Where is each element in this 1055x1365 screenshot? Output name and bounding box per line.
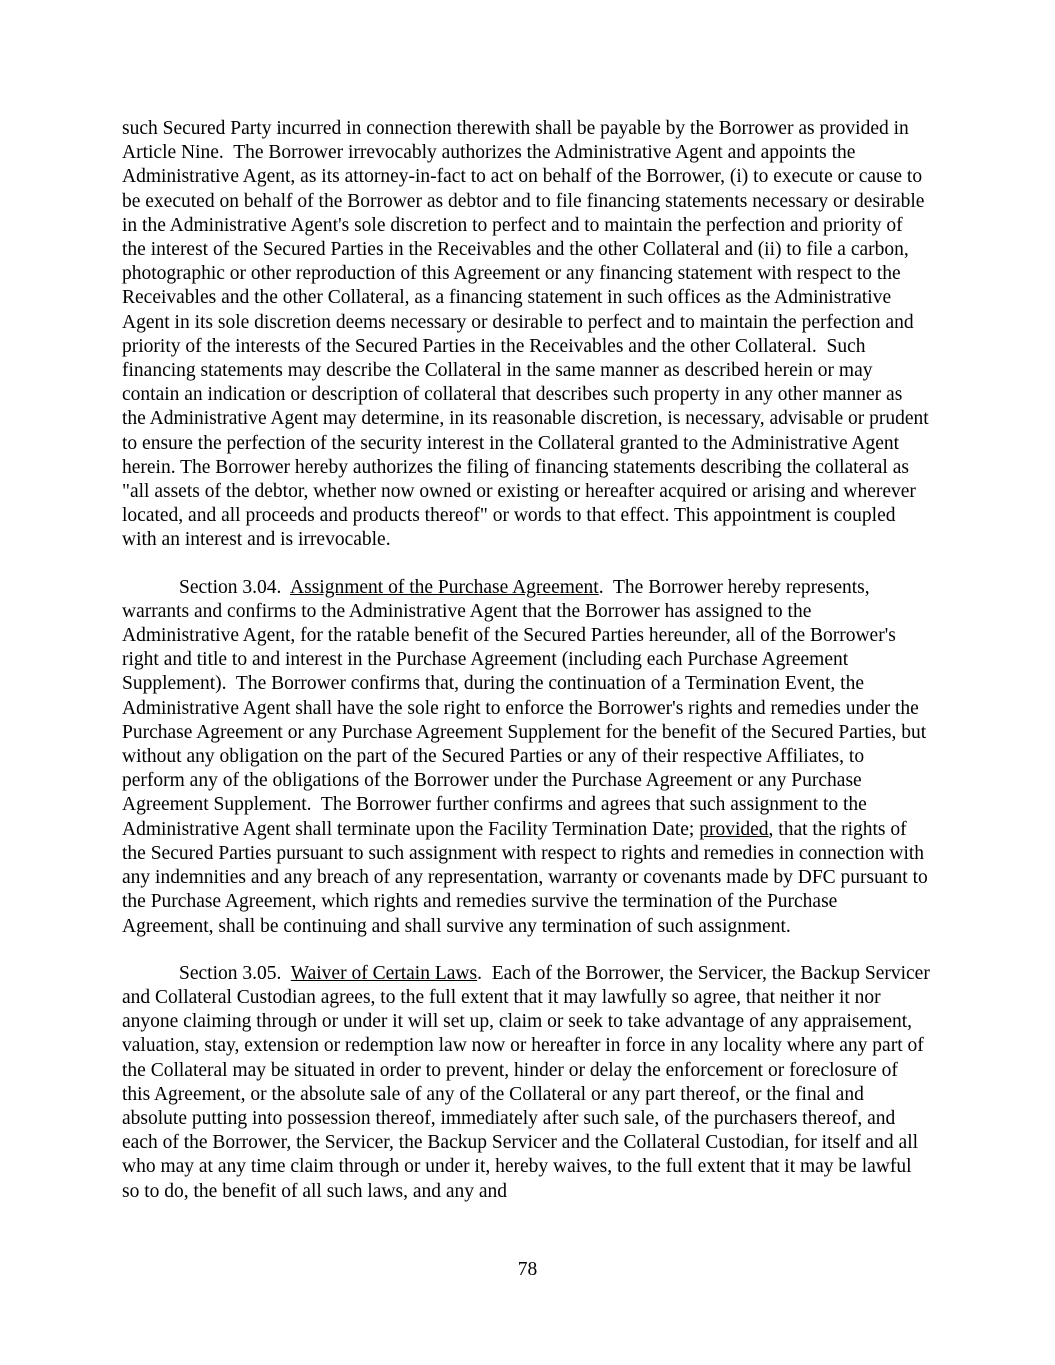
text-run: . Each of the Borrower, the Servicer, the Backup Servicer and Collateral Custodian agrees, to the full extent that it may lawfully so agree, that neither it nor anyone claiming through or under it will set up, claim or seek to take advantage of any appraisement, valuation, stay, extension or redemption law now or hereafter in force in any locality where any part of the Collateral may be situated in order to prevent, hinder or delay the enforcement or foreclosure of this Agreement, or the absolute sale of any of the Collateral or any part thereof, or the final and absolute putting into possession thereof, immediately after such sale, of the purchasers thereof, and each of the Borrower, the Servicer, the Backup Servicer and the Collateral Custodian, for itself and all who may at any time claim through or under it, hereby waives, to the full extent that it may be lawful so to do, the benefit of all such laws, and any and (122, 962, 935, 1202)
text-run: , that the rights of the Secured Parties pursuant to such assignment with respect to rights and remedies in connection with any indemnities and any breach of any representation, warranty or covenants made by DFC pursuant to the Purchase Agreement, which rights and remedies survive the termination of the Purchase Agreement, shall be continuing and shall survive any termination of such assignment. (122, 818, 933, 937)
document-body (122, 117, 935, 1227)
text-run: Section 3.04. (179, 576, 291, 598)
underlined-text: Waiver of Certain Laws (290, 962, 478, 984)
underlined-text: Assignment of the Purchase Agreement (290, 576, 599, 598)
paragraph (122, 962, 935, 1204)
page-number: 78 (517, 1259, 538, 1280)
underlined-text: provided (699, 818, 769, 840)
paragraph (122, 117, 934, 553)
text-run: Section 3.05. (179, 962, 291, 984)
paragraph (122, 576, 933, 939)
text-run: such Secured Party incurred in connection therewith shall be payable by the Borrower as provided in Article Nine. The Borrower irrevocably authorizes the Administrative Agent and appoints the Administrative Agent, as its attorney-in-fact to act on behalf of the Borrower, (i) to execute or cause to be executed on behalf of the Borrower as debtor and to file financing statements necessary or desirable in the Administrative Agent's sole discretion to perfect and to maintain the perfection and priority of the interest of the Secured Parties in the Receivables and the other Collateral and (ii) to file a carbon, photographic or other reproduction of this Agreement or any financing statement with respect to the Receivables and the other Collateral, as a financing statement in such offices as the Administrative Agent in its sole discretion deems necessary or desirable to perfect and to maintain the perfection and priority of the interests of the Secured Parties in the Receivables and the other Collateral. Such financing statements may describe the Collateral in the same manner as described herein or may contain an indication or description of collateral that describes such property in any other manner as the Administrative Agent may determine, in its reasonable discretion, is necessary, advisable or prudent to ensure the perfection of the security interest in the Collateral granted to the Administrative Agent herein. The Borrower hereby authorizes the filing of financing statements describing the collateral as "all assets of the debtor, whether now owned or existing or hereafter acquired or arising and wherever located, and all proceeds and products thereof" or words to that effect. This appointment is coupled with an interest and is irrevocable. (122, 118, 934, 551)
text-run: . The Borrower hereby represents, warrants and confirms to the Administrative Agent that the Borrower has assigned to the Administrative Agent, for the ratable benefit of the Secured Parties hereunder, all of the Borrower's right and title to and interest in the Purchase Agreement (including each Purchase Agreement Supplement). The Borrower confirms that, during the continuation of a Termination Event, the Administrative Agent shall have the sole right to enforce the Borrower's rights and remedies under the Purchase Agreement or any Purchase Agreement Supplement for the benefit of the Secured Parties, but without any obligation on the part of the Secured Parties or any of their respective Affiliates, to perform any of the obligations of the Borrower under the Purchase Agreement or any Purchase Agreement Supplement. The Borrower further confirms and agrees that such assignment to the Administrative Agent shall terminate upon the Facility Termination Date; (122, 576, 932, 840)
